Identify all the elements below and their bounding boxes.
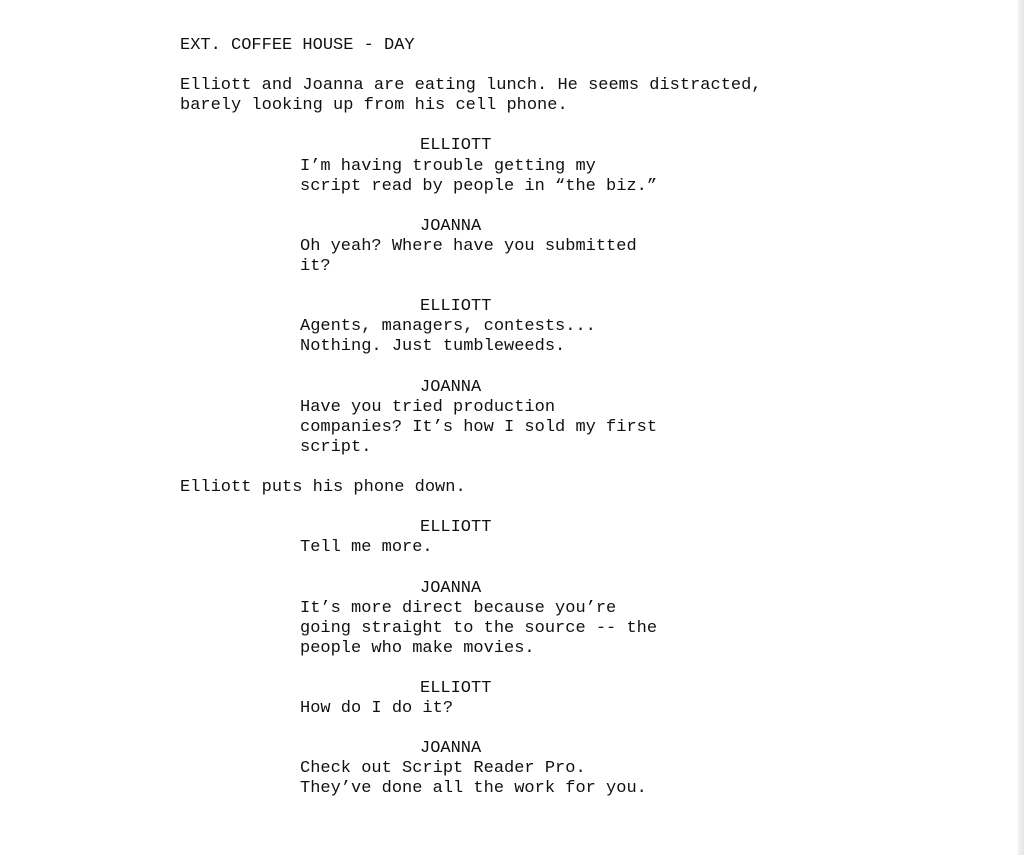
dialogue-line: script. [300,437,372,457]
dialogue-line: They’ve done all the work for you. [300,779,647,799]
dialogue-line: Have you tried production [300,397,556,417]
scene-heading: EXT. COFFEE HOUSE - DAY [180,36,415,55]
character-name: ELLIOTT [420,518,492,538]
dialogue-line: Agents, managers, contests... [300,317,596,337]
action-line: Elliott puts his phone down. [180,478,466,498]
character-name: JOANNA [420,216,482,236]
dialogue-line: Check out Script Reader Pro. [300,759,586,779]
action-line: Elliott and Joanna are eating lunch. He seems distracted, [180,76,762,96]
dialogue-line: I’m having trouble getting my [300,156,596,176]
character-name: ELLIOTT [420,297,492,317]
dialogue-line: Nothing. Just tumbleweeds. [300,337,566,357]
screenplay-body [180,36,980,800]
action-line: barely looking up from his cell phone. [180,96,568,116]
dialogue-line: Tell me more. [300,538,433,558]
character-name: ELLIOTT [420,136,492,156]
page-edge [1018,0,1024,855]
character-name: ELLIOTT [420,679,492,698]
character-name: JOANNA [420,739,482,759]
dialogue-line: it? [300,257,331,277]
dialogue-line: How do I do it? [300,699,454,719]
dialogue-line: going straight to the source -- the [300,618,658,638]
dialogue-line: people who make movies. [300,638,535,658]
character-name: JOANNA [420,377,482,397]
dialogue-line: It’s more direct because you’re [300,598,617,618]
dialogue-line: script read by people in “the biz.” [300,176,658,196]
dialogue-line: Oh yeah? Where have you submitted [300,236,637,256]
dialogue-line: companies? It’s how I sold my first [300,417,658,437]
character-name: JOANNA [420,578,482,598]
